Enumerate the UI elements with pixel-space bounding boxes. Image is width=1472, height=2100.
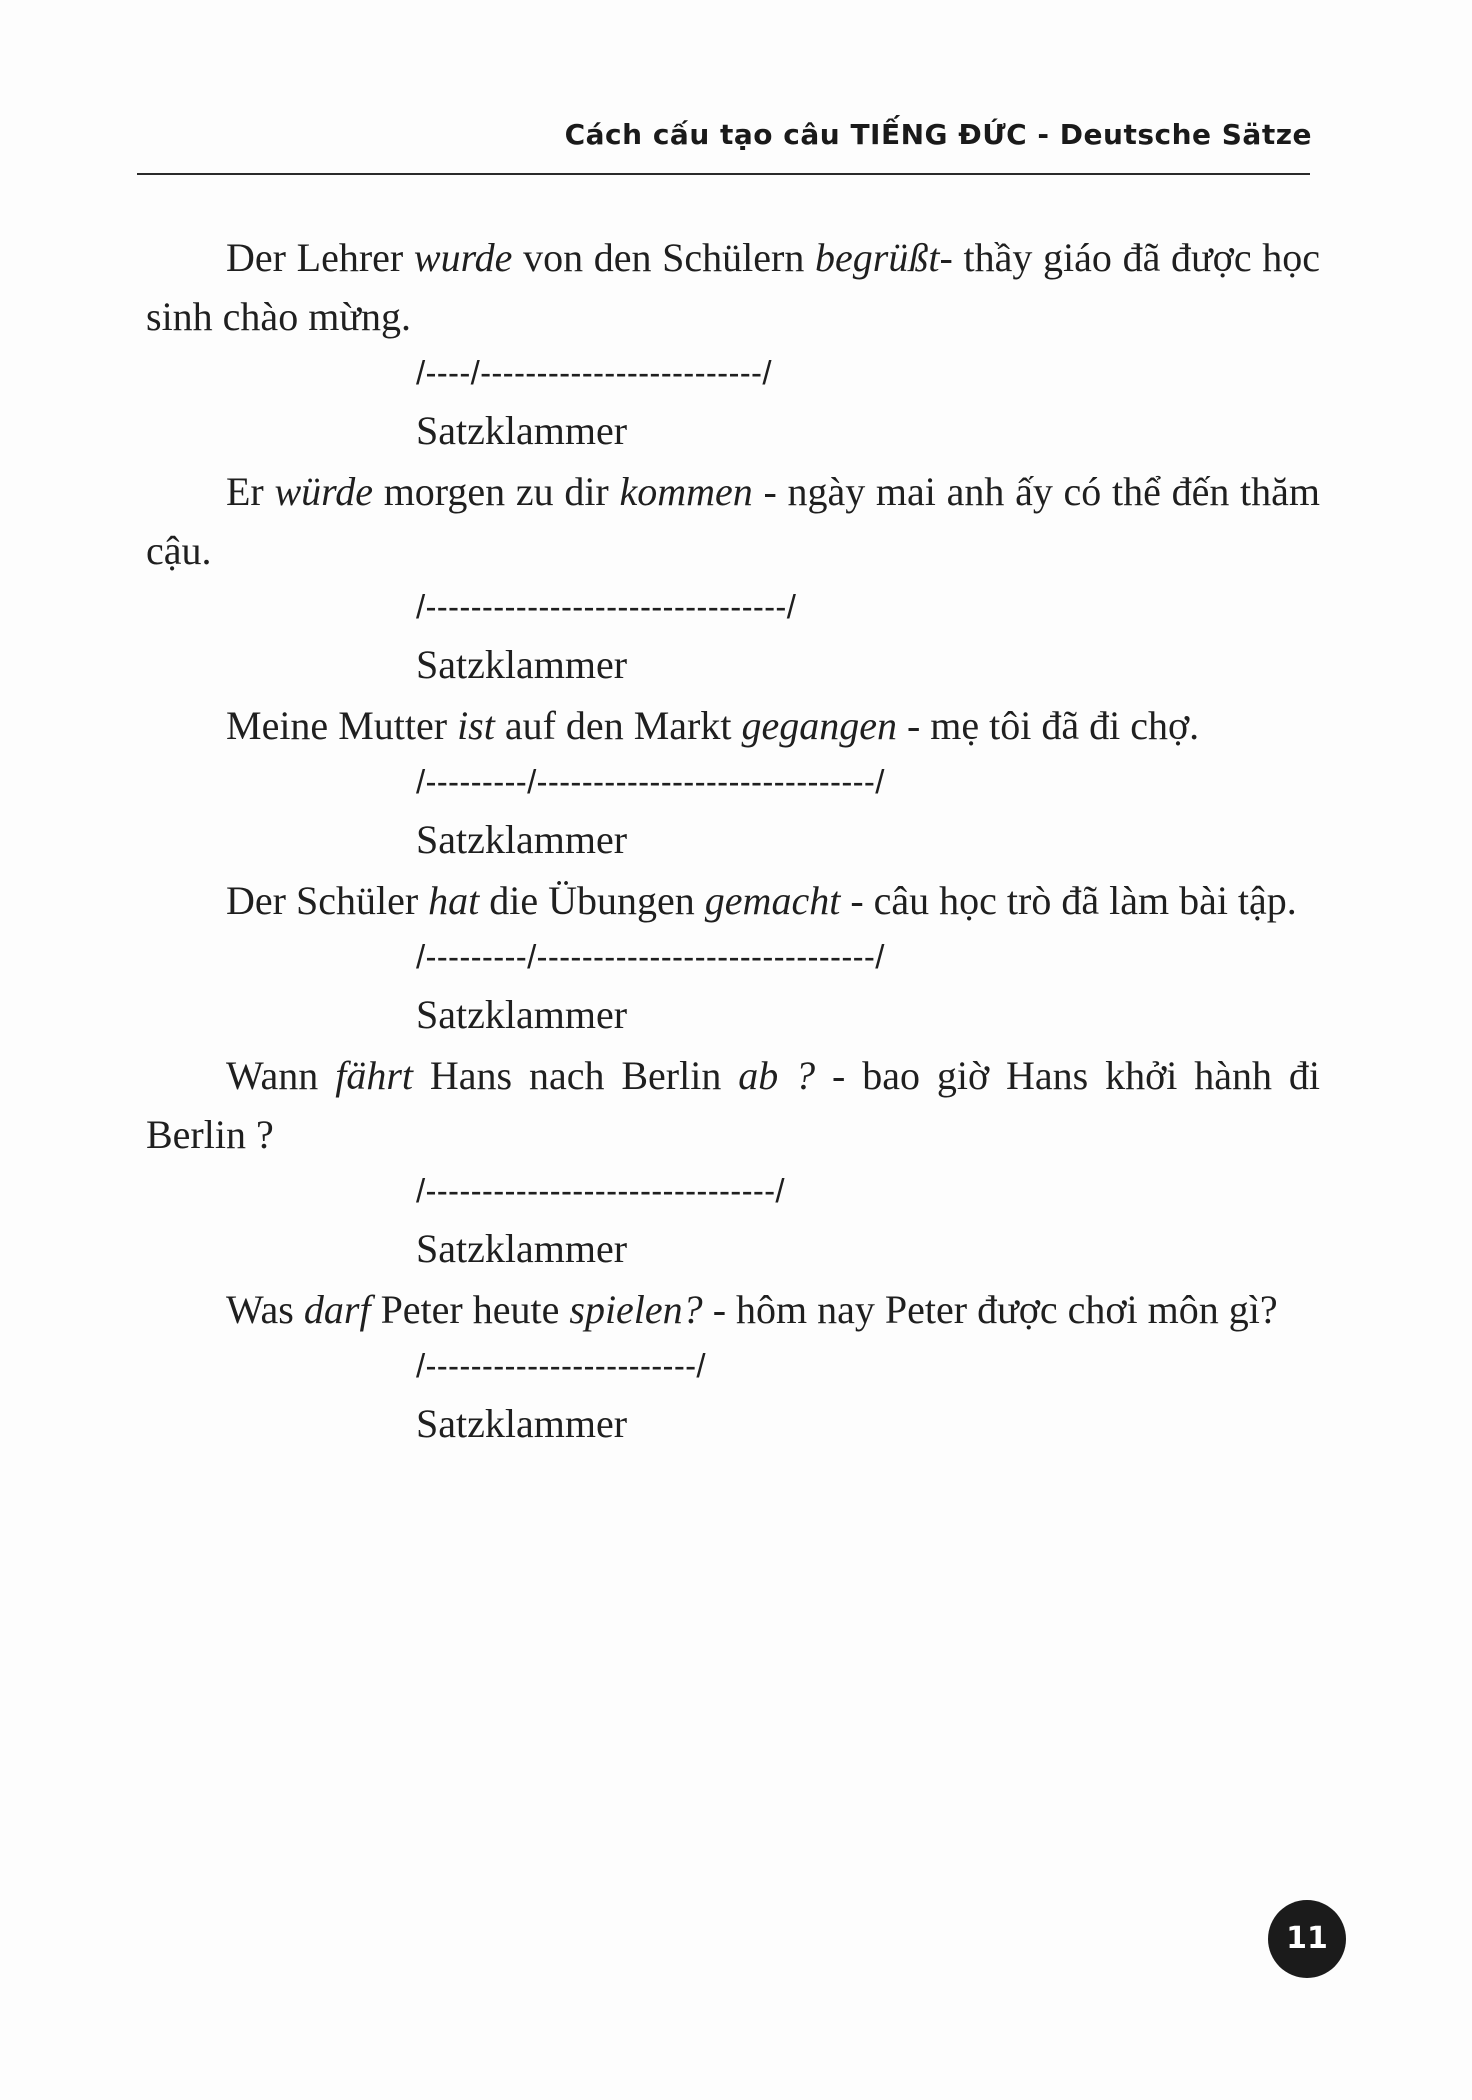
example-5 — [146, 1046, 1320, 1280]
bracket-line: /--------------------------------/ — [416, 588, 797, 625]
page-number: 11 — [1268, 1900, 1346, 1978]
satzklammer-label: Satzklammer — [416, 642, 628, 687]
verb-part-2: gegangen — [741, 703, 897, 748]
bracket-line: /-------------------------------/ — [416, 1172, 785, 1209]
example-sentence: Was darf Peter heute spielen? - hôm nay Peter được chơi môn gì? — [226, 1287, 1278, 1332]
satzklammer-label: Satzklammer — [416, 992, 628, 1037]
verb-part-1: würde — [274, 469, 373, 514]
translation: - mẹ tôi đã đi chợ. — [896, 703, 1200, 748]
satzklammer-label: Satzklammer — [416, 817, 628, 862]
bracket-line: /------------------------/ — [416, 1347, 706, 1384]
verb-part-1: fährt — [335, 1053, 413, 1098]
verb-part-2: spielen? — [569, 1287, 703, 1332]
verb-part-2: kommen — [619, 469, 753, 514]
header-rule — [137, 173, 1310, 175]
example-3 — [146, 696, 1320, 871]
example-sentence: Der Schüler hat die Übungen gemacht - câu học trò đã làm bài tập. — [226, 878, 1297, 923]
translation: - câu học trò đã làm bài tập. — [840, 878, 1297, 923]
example-1 — [146, 228, 1320, 462]
verb-part-1: darf — [303, 1287, 371, 1332]
example-sentence: Meine Mutter ist auf den Markt gegangen - mẹ tôi đã đi chợ. — [226, 703, 1200, 748]
translation: - bao giờ Hans khởi hành đi Berlin ? — [146, 1053, 1320, 1157]
running-header: Cách cấu tạo câu TIẾNG ĐỨC - Deutsche Sätze — [564, 118, 1312, 151]
example-4 — [146, 871, 1320, 1046]
example-sentence: Er würde morgen zu dir kommen - ngày mai anh ấy có thể đến thăm cậu. — [146, 469, 1321, 573]
example-2 — [146, 462, 1320, 696]
example-sentence: Wann fährt Hans nach Berlin ab ? - bao giờ Hans khởi hành đi Berlin ? — [146, 1053, 1320, 1157]
example-sentence: Der Lehrer wurde von den Schülern begrüßt- thầy giáo đã được học sinh chào mừng. — [146, 235, 1320, 339]
satzklammer-label: Satzklammer — [416, 1401, 628, 1446]
translation: thầy giáo đã được học sinh chào mừng. — [146, 235, 1320, 339]
example-6 — [146, 1280, 1320, 1455]
satzklammer-label: Satzklammer — [416, 1226, 628, 1271]
satzklammer-label: Satzklammer — [416, 408, 628, 453]
bracket-line: /---------/------------------------------/ — [416, 763, 885, 800]
translation: - hôm nay Peter được chơi môn gì? — [702, 1287, 1278, 1332]
verb-part-1: ist — [457, 703, 495, 748]
bracket-line: /---------/------------------------------/ — [416, 938, 885, 975]
translation: - ngày mai anh ấy có thể đến thăm cậu. — [146, 469, 1321, 573]
verb-part-2: ab ? — [738, 1053, 816, 1098]
verb-part-1: wurde — [413, 235, 513, 280]
content — [146, 228, 1320, 1455]
verb-part-2: gemacht — [704, 878, 841, 923]
bracket-line: /----/-------------------------/ — [416, 354, 772, 391]
verb-part-2: begrüßt- — [815, 235, 953, 280]
verb-part-1: hat — [428, 878, 480, 923]
